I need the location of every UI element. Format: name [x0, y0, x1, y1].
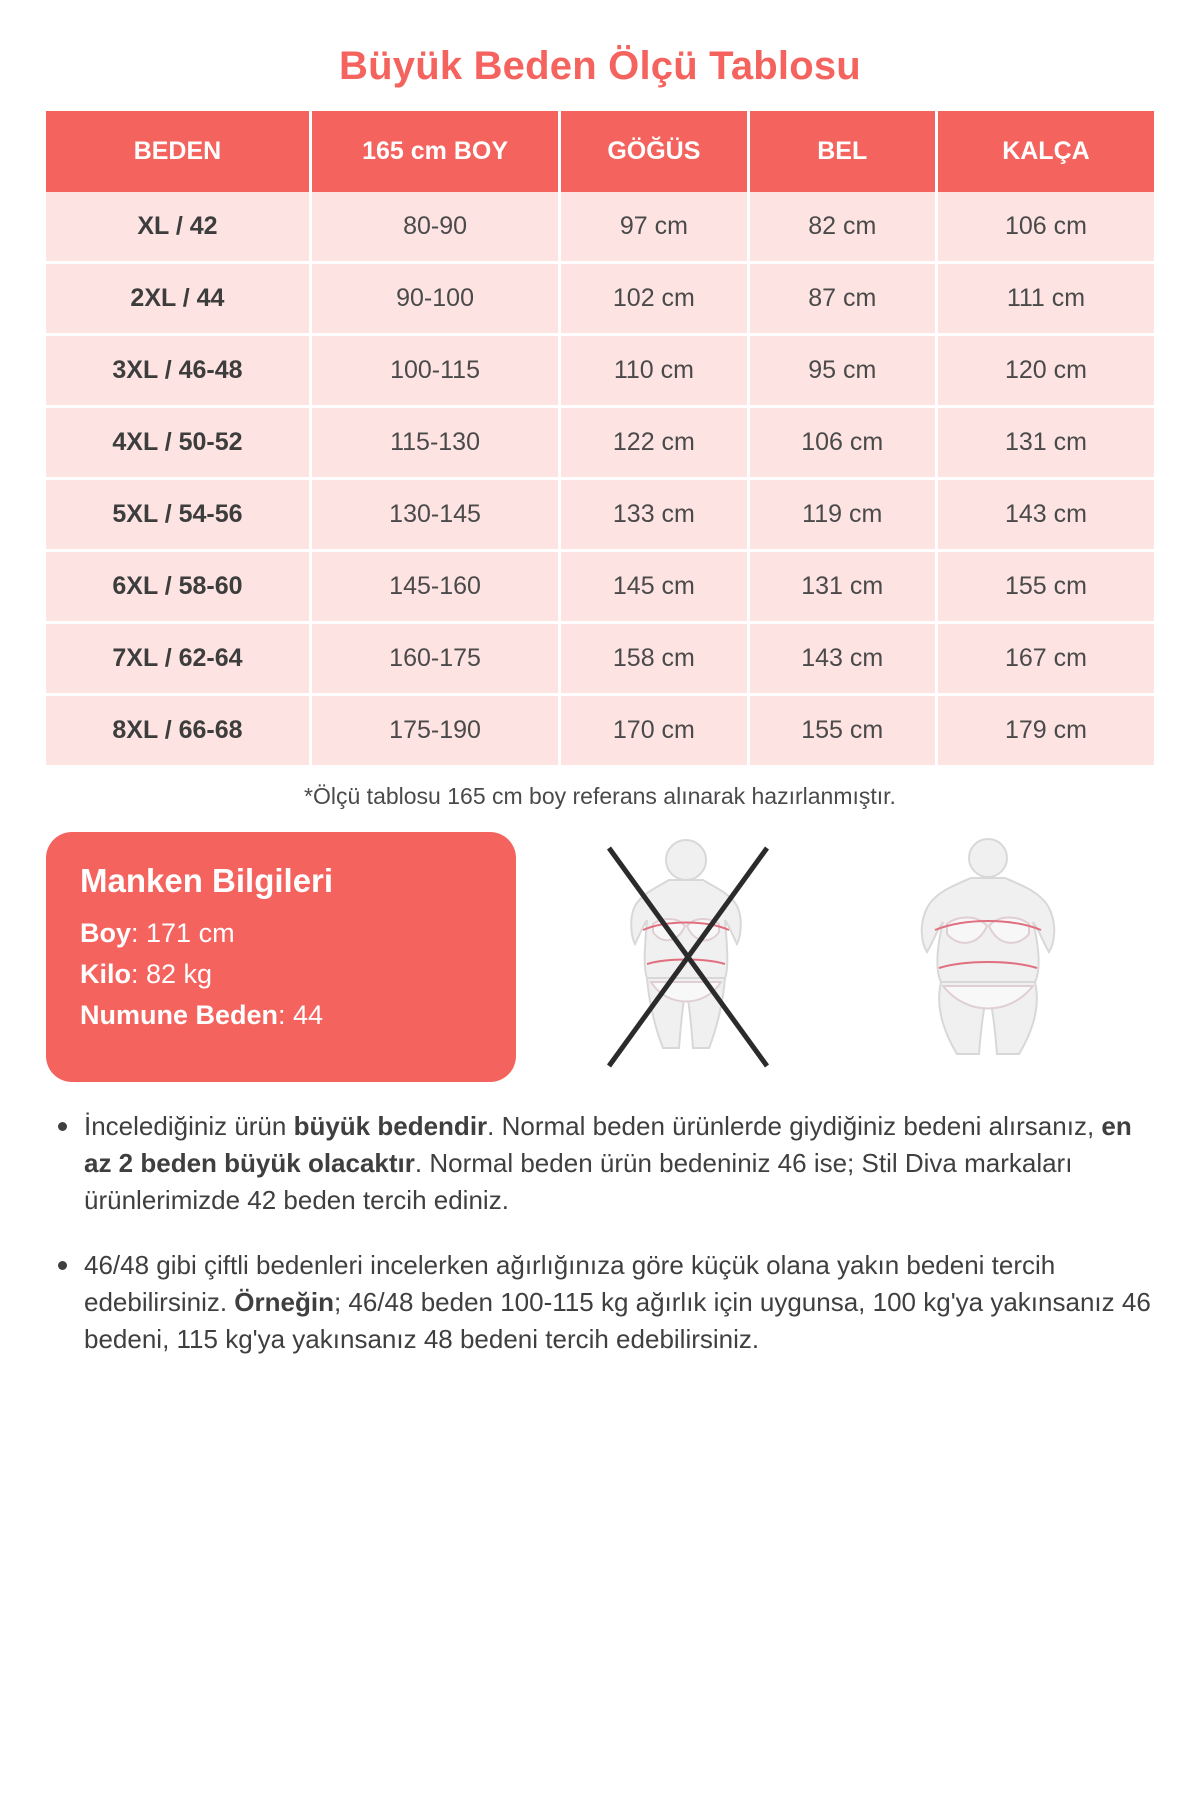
note-text: . Normal beden ürün bedeniniz 46 ise; Stil Diva markaları ürünlerimizde 42 beden tercih ediniz.: [84, 1147, 1073, 1215]
cell-measure: 160-175: [312, 624, 561, 696]
cell-measure: 100-115: [312, 336, 561, 408]
cell-measure: 179 cm: [938, 696, 1154, 765]
column-header-beden: BEDEN: [46, 111, 312, 192]
table-row: [46, 264, 1154, 336]
note-emphasis: en az 2 beden büyük olacaktır: [84, 1111, 1132, 1178]
table-row: [46, 192, 1154, 264]
model-height-value: : 171 cm: [131, 918, 235, 948]
column-header-kalca: KALÇA: [938, 111, 1154, 192]
cell-measure: 131 cm: [750, 552, 938, 624]
cell-measure: 143 cm: [938, 480, 1154, 552]
cell-size: 5XL / 54-56: [46, 480, 312, 552]
cell-measure: 158 cm: [561, 624, 749, 696]
cell-measure: 155 cm: [750, 696, 938, 765]
table-row: [46, 480, 1154, 552]
model-sample-size-label: Numune Beden: [80, 1000, 279, 1030]
note-emphasis: büyük bedendir: [293, 1111, 488, 1141]
cell-size: 7XL / 62-64: [46, 624, 312, 696]
cell-measure: 102 cm: [561, 264, 749, 336]
cell-measure: 95 cm: [750, 336, 938, 408]
cell-measure: 80-90: [312, 192, 561, 264]
cell-measure: 97 cm: [561, 192, 749, 264]
note-text: ; 46/48 beden 100-115 kg ağırlık için uygunsa, 100 kg'ya yakınsanız 46 bedeni, 115 kg'ya yakınsanız 48 bedeni tercih edebilirsiniz.: [84, 1286, 1151, 1354]
cell-measure: 131 cm: [938, 408, 1154, 480]
slim-body-figure-crossed-out: [581, 832, 791, 1082]
cell-size: 8XL / 66-68: [46, 696, 312, 765]
body-figures: [540, 832, 1154, 1082]
cell-measure: 145 cm: [561, 552, 749, 624]
note-text: İncelediğiniz ürün: [84, 1111, 294, 1141]
note-item: [46, 1108, 1154, 1219]
note-emphasis: Örneğin: [234, 1286, 334, 1317]
cell-measure: 82 cm: [750, 192, 938, 264]
column-header-boy: 165 cm BOY: [312, 111, 561, 192]
table-row: [46, 552, 1154, 624]
cell-measure: 111 cm: [938, 264, 1154, 336]
model-height-line: [80, 918, 486, 949]
cell-measure: 130-145: [312, 480, 561, 552]
cell-measure: 120 cm: [938, 336, 1154, 408]
model-height-label: Boy: [80, 918, 132, 948]
model-weight-line: [80, 959, 486, 990]
note-text: . Normal beden ürünlerde giydiğiniz bedeni alırsanız,: [487, 1111, 1102, 1141]
plus-size-body-figure: [883, 832, 1093, 1082]
table-note: *Ölçü tablosu 165 cm boy referans alınarak hazırlanmıştır.: [304, 783, 896, 809]
cell-size: 6XL / 58-60: [46, 552, 312, 624]
size-chart-table: [46, 111, 1154, 765]
cell-measure: 119 cm: [750, 480, 938, 552]
cell-measure: 90-100: [312, 264, 561, 336]
notes-list: [46, 1108, 1154, 1357]
cell-measure: 155 cm: [938, 552, 1154, 624]
table-row: [46, 624, 1154, 696]
note-item: [46, 1247, 1154, 1358]
cell-measure: 133 cm: [561, 480, 749, 552]
cell-measure: 170 cm: [561, 696, 749, 765]
cell-measure: 145-160: [312, 552, 561, 624]
page-title: Büyük Beden Ölçü Tablosu: [339, 44, 861, 88]
model-sample-size-line: [80, 1000, 486, 1031]
table-row: [46, 408, 1154, 480]
table-row: [46, 696, 1154, 765]
model-info-section: [46, 832, 1154, 1082]
model-info-heading: Manken Bilgileri: [80, 862, 334, 899]
cell-size: 4XL / 50-52: [46, 408, 312, 480]
cell-size: 3XL / 46-48: [46, 336, 312, 408]
column-header-bel: BEL: [750, 111, 938, 192]
model-sample-size-value: : 44: [278, 1000, 324, 1030]
cell-measure: 175-190: [312, 696, 561, 765]
cell-measure: 110 cm: [561, 336, 749, 408]
table-header-row: [46, 111, 1154, 192]
cell-size: 2XL / 44: [46, 264, 312, 336]
cell-size: XL / 42: [46, 192, 312, 264]
cell-measure: 115-130: [312, 408, 561, 480]
cell-measure: 143 cm: [750, 624, 938, 696]
cell-measure: 87 cm: [750, 264, 938, 336]
model-weight-value: : 82 kg: [131, 959, 213, 989]
note-text: 46/48 gibi çiftli bedenleri incelerken ağırlığınıza göre küçük olana yakın bedeni tercih edebilirsiniz.: [84, 1249, 1056, 1317]
column-header-gogus: GÖĞÜS: [561, 111, 749, 192]
cell-measure: 106 cm: [750, 408, 938, 480]
cell-measure: 106 cm: [938, 192, 1154, 264]
cell-measure: 122 cm: [561, 408, 749, 480]
model-info-card: [46, 832, 516, 1082]
table-row: [46, 336, 1154, 408]
model-weight-label: Kilo: [80, 959, 131, 989]
cell-measure: 167 cm: [938, 624, 1154, 696]
